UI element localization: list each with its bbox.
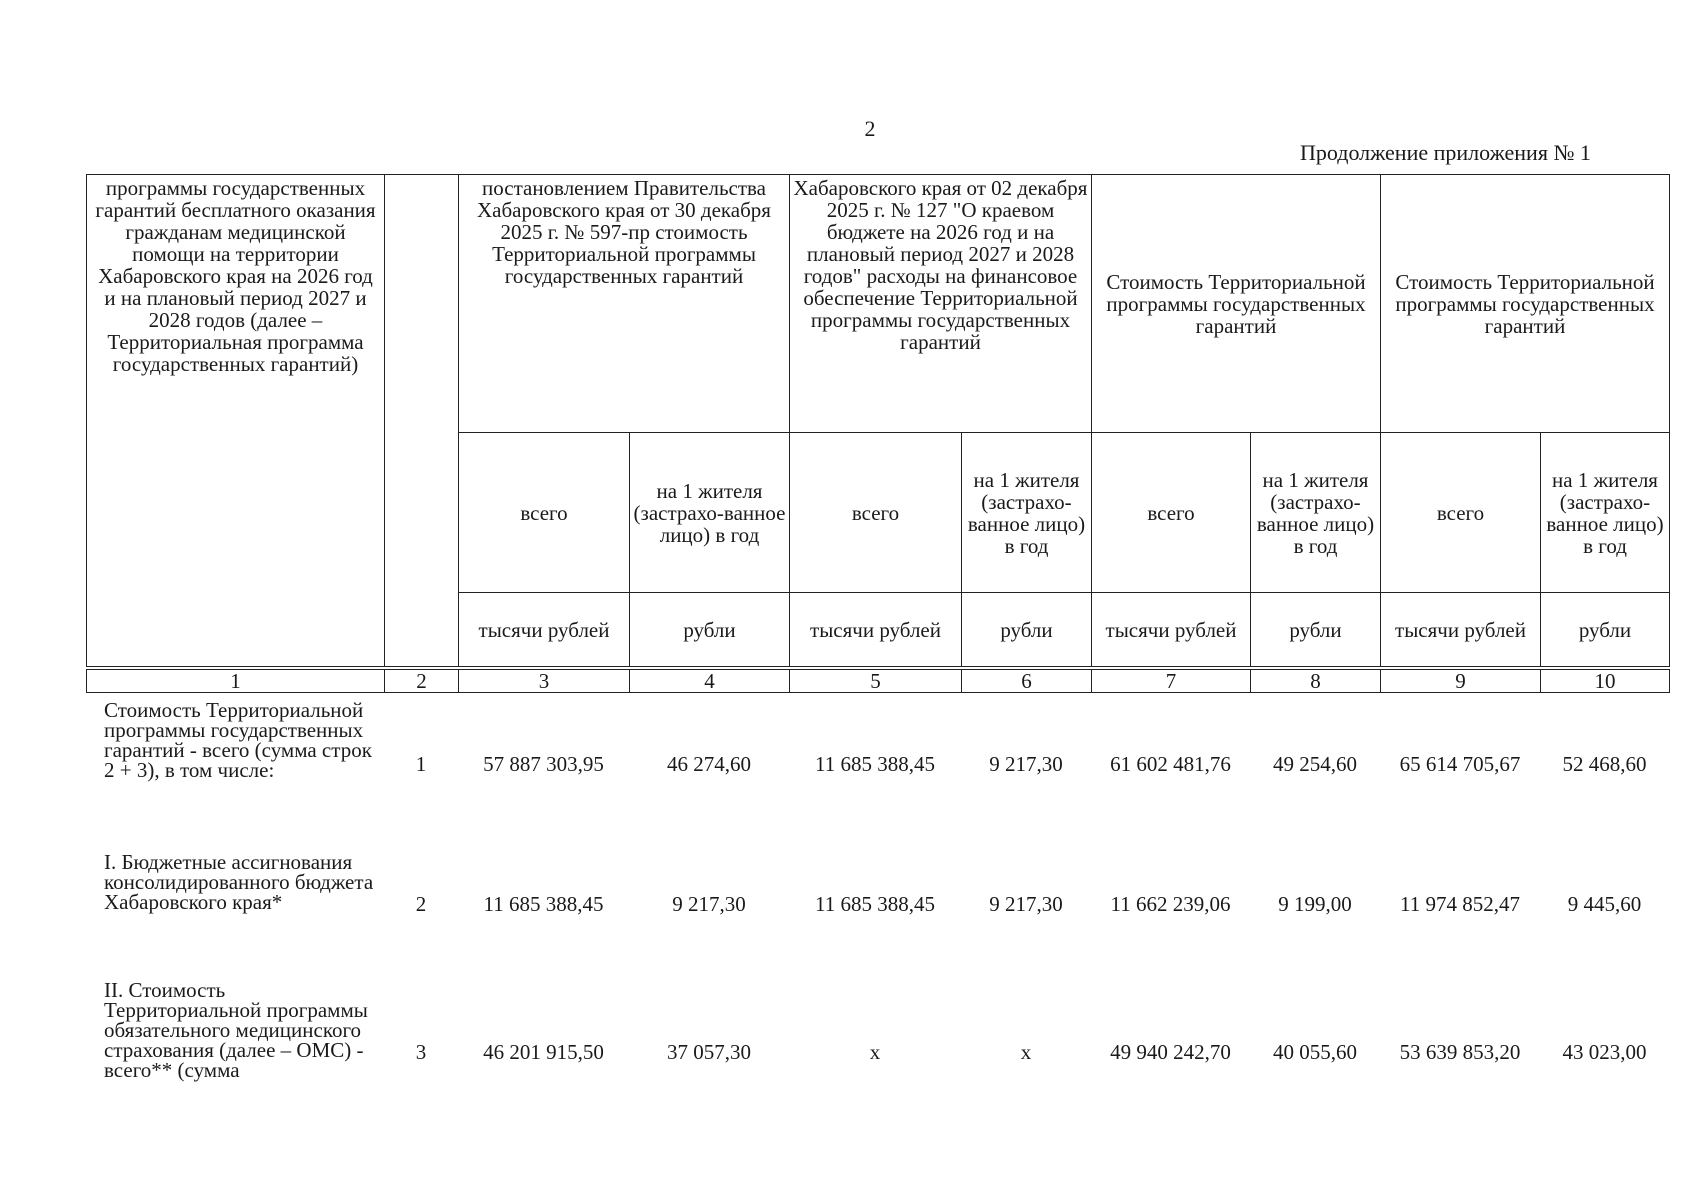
cell-value: 11 662 239,06: [1110, 891, 1231, 916]
cell-value: 9 217,30: [989, 751, 1063, 776]
col-number: 6: [962, 670, 1092, 693]
col-number: 1: [87, 670, 385, 693]
cell-value: 57 887 303,95: [483, 751, 604, 776]
header-per-resident-4: на 1 жителя (застрахо-ванное лицо) в год: [630, 433, 790, 593]
header-total-7: всего: [1092, 433, 1251, 593]
cell-value: 9 199,00: [1278, 891, 1352, 916]
unit-thousand-5: тысячи рублей: [790, 593, 962, 667]
col-number: 8: [1251, 670, 1381, 693]
page-number: 2: [864, 116, 876, 141]
row-name: II. Стоимость Территориальной программы обязательного медицинского страхования (далее – ОМС) - всего** (сумма: [104, 978, 368, 1082]
cell-value: 46 274,60: [667, 751, 751, 776]
unit-rub-4: рубли: [630, 593, 790, 667]
cell-value: 37 057,30: [667, 1039, 751, 1064]
col-number: 3: [459, 670, 630, 693]
cell-value: 40 055,60: [1273, 1039, 1357, 1064]
cell-value: 52 468,60: [1562, 751, 1647, 776]
cell-value: 53 639 853,20: [1399, 1039, 1521, 1064]
table-row: [86, 700, 1669, 828]
cell-value: 11 974 852,47: [1400, 891, 1520, 916]
unit-rub-8: рубли: [1251, 593, 1381, 667]
col-number: 10: [1541, 670, 1670, 693]
cell-value: 11 685 388,45: [815, 891, 935, 916]
cell-value: 9 217,30: [989, 891, 1063, 916]
header-per-resident-8: на 1 жителя (застрахо-ванное лицо) в год: [1251, 433, 1381, 593]
unit-rub-6: рубли: [962, 593, 1092, 667]
header-group3-title: Стоимость Территориальной программы государственных гарантий: [1092, 175, 1381, 433]
row-name: I. Бюджетные ассигнования консолидированного бюджета Хабаровского края*: [104, 850, 374, 914]
cell-value: 9 445,60: [1567, 891, 1642, 916]
header-total-3: всего: [459, 433, 630, 593]
row-line-no: 1: [415, 751, 427, 776]
cell-value: 9 217,30: [672, 891, 746, 916]
header-group1-title: постановлением Правительства Хабаровского края от 30 декабря 2025 г. № 597-пр стоимость Территориальной программы государственных гарантий: [459, 175, 790, 433]
cell-value: 11 685 388,45: [483, 891, 604, 916]
header-group2-title: Хабаровского края от 02 декабря 2025 г. № 127 "О краевом бюджете на 2026 год и на плановый период 2027 и 2028 годов" расходы на финансовое обеспечение Территориальной программы государственных гарантий: [790, 175, 1092, 433]
continuation-label: Продолжение приложения № 1: [1300, 140, 1591, 165]
unit-rub-10: рубли: [1541, 593, 1670, 667]
header-col1-title: программы государственных гарантий бесплатного оказания гражданам медицинской помощи на территории Хабаровского края на 2026 год и на плановый период 2027 и 2028 годов (далее – Территориальная программа государственных гарантий): [87, 175, 385, 667]
header-total-9: всего: [1381, 433, 1541, 593]
unit-thousand-9: тысячи рублей: [1381, 593, 1541, 667]
unit-thousand-7: тысячи рублей: [1092, 593, 1251, 667]
header-per-resident-10: на 1 жителя (застрахо-ванное лицо) в год: [1541, 433, 1670, 593]
unit-thousand-3: тысячи рублей: [459, 593, 630, 667]
cell-value: 11 685 388,45: [815, 751, 935, 776]
header-col2-line-no: [385, 175, 459, 667]
cell-value: 43 023,00: [1562, 1039, 1647, 1064]
header-per-resident-6: на 1 жителя (застрахо-ванное лицо) в год: [962, 433, 1092, 593]
cell-value: 61 602 481,76: [1110, 751, 1231, 776]
header-table: [86, 174, 1670, 693]
header-group4-title: Стоимость Территориальной программы государственных гарантий: [1381, 175, 1670, 433]
row-gap: [86, 956, 1669, 980]
col-number: 9: [1381, 670, 1541, 693]
cell-value: 65 614 705,67: [1399, 751, 1521, 776]
row-line-no: 3: [415, 1039, 427, 1064]
row-line-no: 2: [415, 891, 427, 916]
col-number: 5: [790, 670, 962, 693]
table-row: [86, 852, 1669, 956]
cell-value: 46 201 915,50: [483, 1039, 604, 1064]
row-name: Стоимость Территориальной программы государственных гарантий - всего (сумма строк 2 + 3), в том числе:: [104, 698, 372, 782]
header-total-5: всего: [790, 433, 962, 593]
cell-value: х: [869, 1039, 881, 1064]
col-number: 4: [630, 670, 790, 693]
cell-value: 49 940 242,70: [1110, 1039, 1231, 1064]
table-row: [86, 980, 1669, 1124]
col-number: 7: [1092, 670, 1251, 693]
row-gap: [86, 828, 1669, 852]
col-number: 2: [385, 670, 459, 693]
cell-value: х: [1020, 1039, 1032, 1064]
cell-value: 49 254,60: [1273, 751, 1357, 776]
data-table: [86, 700, 1669, 1124]
